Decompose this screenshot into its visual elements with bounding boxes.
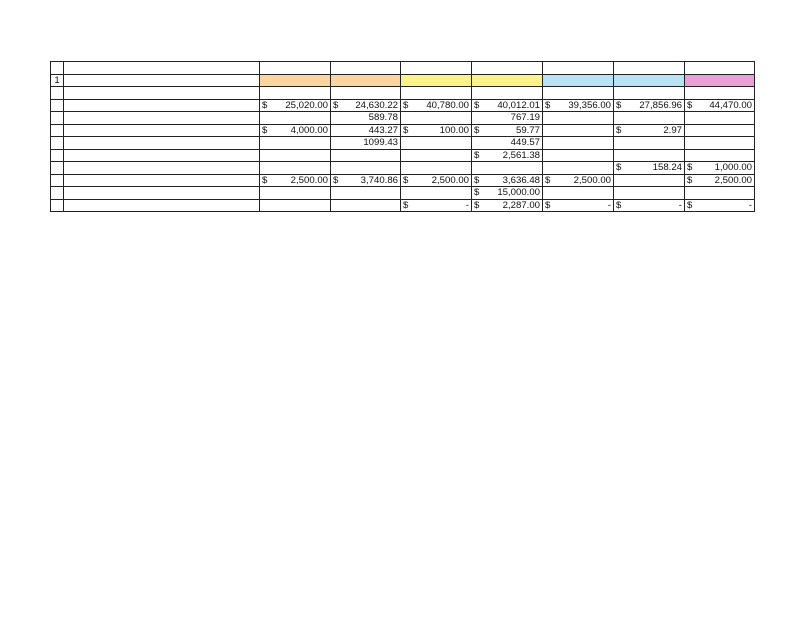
currency-symbol: $ [545,199,551,211]
value-wrap [474,125,540,137]
value-cell [614,174,685,187]
value-amount: 40,780.00 [426,99,469,111]
value-cell [614,87,685,100]
value-amount: 44,470.00 [709,99,752,111]
table-row [51,174,755,187]
value-cell [543,112,614,125]
value-wrap [474,112,540,124]
value-wrap [333,137,398,149]
column-letter [260,62,331,75]
currency-symbol: $ [474,174,480,186]
table-row [51,162,755,175]
row-label [64,199,260,212]
value-cell [401,149,472,162]
value-amount: 443.27 [368,124,398,136]
value-wrap [545,175,611,187]
value-amount: 2,500.00 [573,174,611,186]
currency-symbol: $ [403,124,409,136]
table-row [51,199,755,212]
value-cell [543,174,614,187]
value-cell [260,99,331,112]
value-cell [331,99,401,112]
column-letter [64,62,260,75]
value-cell [401,174,472,187]
value-amount: 2,500.00 [714,174,752,186]
table-row [51,187,755,200]
value-amount: 1099.43 [363,137,398,148]
value-amount: 2,500.00 [290,174,328,186]
row-label [64,99,260,112]
value-cell [543,124,614,137]
value-cell [685,149,755,162]
currency-symbol: $ [545,174,551,186]
currency-symbol: $ [333,174,339,186]
value-wrap [333,175,398,187]
value-cell [331,149,401,162]
value-wrap [687,162,752,174]
value-wrap [687,200,752,212]
value-wrap [403,125,469,137]
value-cell [401,199,472,212]
value-cell [614,124,685,137]
value-cell [543,99,614,112]
value-cell [685,162,755,175]
value-cell [685,199,755,212]
column-letter [685,62,755,75]
budget-spreadsheet [50,61,755,212]
value-cell [331,137,401,150]
row-label [64,124,260,137]
value-cell [401,99,472,112]
table-row [51,137,755,150]
currency-symbol: $ [687,162,693,173]
value-amount: 1,000.00 [714,162,752,173]
value-cell [260,137,331,150]
value-cell [401,87,472,100]
currency-symbol: $ [616,124,622,136]
value-cell [685,137,755,150]
value-cell [260,124,331,137]
row-label [64,87,260,100]
currency-symbol: $ [687,99,693,111]
value-amount: 4,000.00 [290,124,328,136]
value-cell [472,112,543,125]
value-cell [331,174,401,187]
row-number [51,187,64,200]
value-cell [401,124,472,137]
column-header [685,74,755,87]
currency-symbol: $ [403,99,409,111]
value-amount: 767.19 [510,112,540,123]
column-letter-row [51,62,755,75]
value-cell [401,112,472,125]
row-number [51,149,64,162]
value-amount: 40,012.01 [497,99,540,111]
currency-symbol: $ [474,124,480,136]
value-cell [614,149,685,162]
value-wrap [474,175,540,187]
row-number [51,99,64,112]
value-wrap [262,175,328,187]
value-cell [472,87,543,100]
currency-symbol: $ [403,199,409,211]
currency-symbol: $ [616,162,622,173]
value-amount: 449.57 [510,137,540,148]
value-amount: 59.77 [515,124,540,136]
value-cell [543,137,614,150]
value-amount: - [678,199,682,211]
value-wrap [403,175,469,187]
row-label [64,162,260,175]
value-cell [260,174,331,187]
row-number [51,87,64,100]
value-cell [472,162,543,175]
value-amount: 2.97 [663,124,682,136]
value-amount: 25,020.00 [285,99,328,111]
row-label [64,149,260,162]
column-letter [472,62,543,75]
value-amount: 2,500.00 [431,174,469,186]
value-wrap [262,100,328,112]
value-amount: 24,630.22 [355,99,398,111]
value-cell [260,112,331,125]
value-wrap [687,100,752,112]
value-wrap [616,100,682,112]
value-wrap [616,200,682,212]
value-wrap [474,137,540,149]
value-wrap [333,100,398,112]
table-row [51,112,755,125]
value-cell [614,199,685,212]
value-cell [472,199,543,212]
corner-cell [51,62,64,75]
value-cell [614,162,685,175]
currency-symbol: $ [262,124,268,136]
value-cell [472,137,543,150]
value-cell [472,187,543,200]
row-label [64,174,260,187]
value-wrap [403,100,469,112]
value-cell [331,87,401,100]
value-cell [614,187,685,200]
value-amount: 158.24 [652,162,682,173]
currency-symbol: $ [262,99,268,111]
value-amount: 100.00 [439,124,469,136]
row-number [51,199,64,212]
value-cell [260,162,331,175]
value-amount: 2,287.00 [502,199,540,211]
section-row [51,87,755,100]
currency-symbol: $ [616,99,622,111]
currency-symbol: $ [474,187,480,198]
row-label [64,187,260,200]
currency-symbol: $ [687,199,693,211]
column-letter [401,62,472,75]
value-cell [331,124,401,137]
value-cell [685,87,755,100]
value-cell [685,174,755,187]
value-cell [331,112,401,125]
value-amount: 27,856.96 [639,99,682,111]
currency-symbol: $ [616,199,622,211]
value-cell [260,149,331,162]
value-cell [543,162,614,175]
currency-symbol: $ [687,174,693,186]
currency-symbol: $ [545,99,551,111]
header-label-cell [64,74,260,87]
currency-symbol: $ [262,174,268,186]
currency-symbol: $ [403,174,409,186]
value-cell [472,149,543,162]
value-cell [331,199,401,212]
column-letter [331,62,401,75]
column-header [331,74,401,87]
value-amount: 3,740.86 [360,174,398,186]
column-header [543,74,614,87]
row-number [51,137,64,150]
value-cell [472,99,543,112]
value-amount: 15,000.00 [497,187,540,198]
value-wrap [545,100,611,112]
value-cell [685,124,755,137]
value-wrap [333,125,398,137]
table-row [51,149,755,162]
value-amount: 2,561.38 [502,149,540,161]
table-row [51,124,755,137]
value-amount: 589.78 [368,112,398,123]
value-cell [260,187,331,200]
value-amount: - [607,199,611,211]
value-cell [543,199,614,212]
value-cell [685,99,755,112]
value-wrap [474,200,540,212]
row-number [51,174,64,187]
value-cell [685,112,755,125]
value-cell [614,99,685,112]
currency-symbol: $ [474,199,480,211]
value-wrap [616,125,682,137]
value-cell [543,87,614,100]
value-wrap [474,100,540,112]
value-cell [472,124,543,137]
value-amount: 3,636.48 [502,174,540,186]
value-cell [685,187,755,200]
value-cell [614,137,685,150]
value-cell [543,149,614,162]
value-cell [401,162,472,175]
row-number [51,112,64,125]
value-wrap [262,125,328,137]
value-cell [260,199,331,212]
column-header [472,74,543,87]
value-cell [401,137,472,150]
column-letter [543,62,614,75]
currency-symbol: $ [474,149,480,161]
row-label [64,137,260,150]
column-letter [614,62,685,75]
currency-symbol: $ [333,99,339,111]
value-cell [401,187,472,200]
row-label [64,112,260,125]
column-header [614,74,685,87]
header-row [51,74,755,87]
value-wrap [474,187,540,199]
value-wrap [545,200,611,212]
column-header [401,74,472,87]
value-cell [331,187,401,200]
value-amount: 39,356.00 [568,99,611,111]
currency-symbol: $ [474,99,480,111]
value-cell [260,87,331,100]
value-cell [472,174,543,187]
row-number [51,124,64,137]
value-cell [614,112,685,125]
value-amount: - [748,199,752,211]
value-wrap [333,112,398,124]
value-wrap [474,150,540,162]
value-cell [331,162,401,175]
row-number [51,162,64,175]
value-wrap [687,175,752,187]
column-header [260,74,331,87]
value-amount: - [465,199,469,211]
value-cell [543,187,614,200]
value-wrap [616,162,682,174]
value-wrap [403,200,469,212]
row-number: 1 [51,74,64,87]
table-row [51,99,755,112]
